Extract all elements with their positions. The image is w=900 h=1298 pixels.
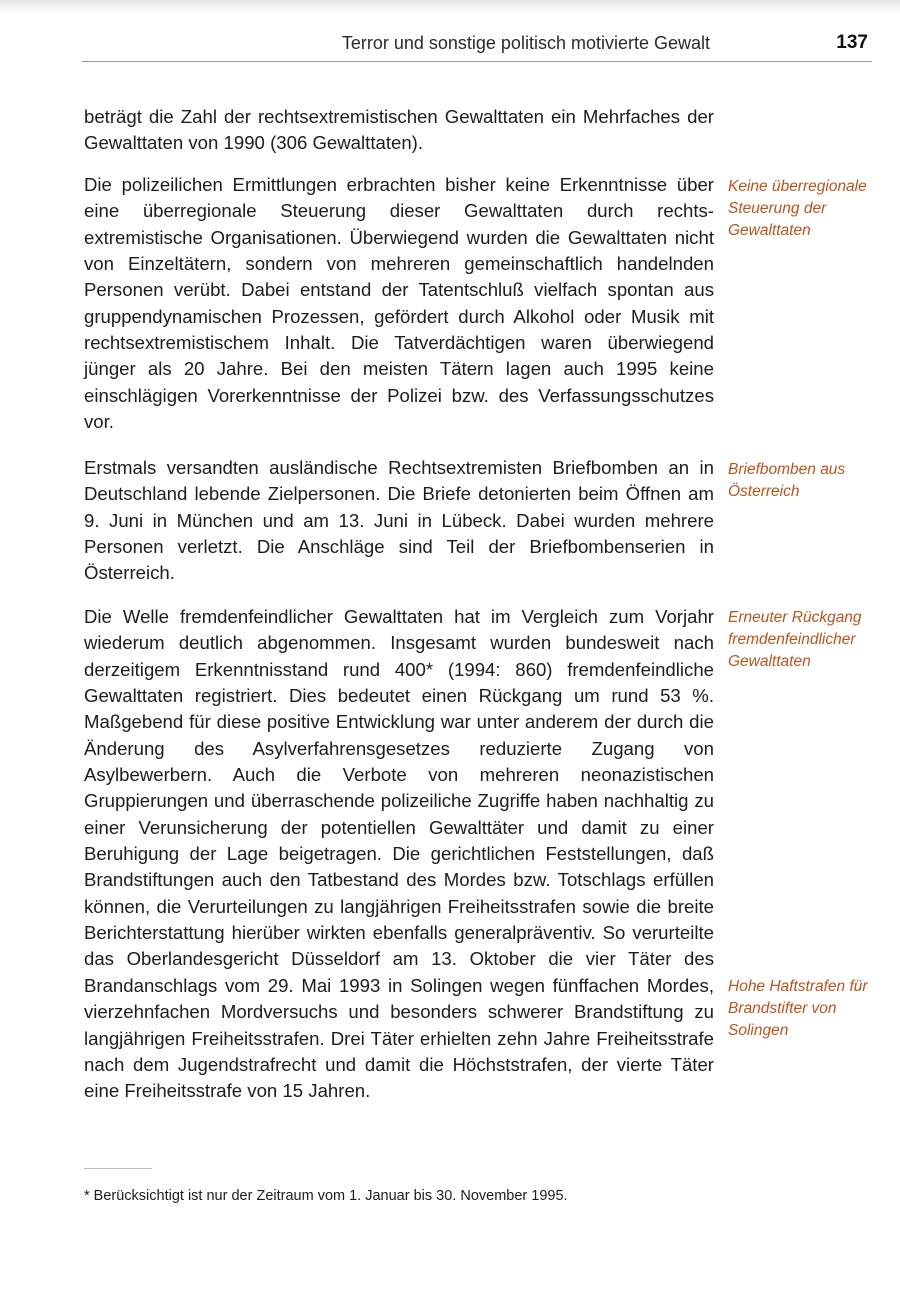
margin-note-steuerung: Keine überregionale Steuerung der Gewalttaten	[728, 178, 867, 239]
body-paragraph-3: Erstmals versandten ausländische Rechtsextremisten Briefbomben an in Deutschland lebende Zielpersonen. Die Briefe detonierten beim Öffnen am 9. Juni in München und am 13. Juni in Lübeck. Dabei wurden mehrere Personen verletzt. Die Anschläge sind Teil der Briefbombenserien in Österreich.	[84, 457, 714, 584]
running-head	[0, 30, 900, 60]
running-title: Terror und sonstige politisch motivierte Gewalt	[341, 33, 710, 53]
margin-note-haftstrafen: Hohe Haftstrafen für Brandstifter von Solingen	[728, 978, 868, 1039]
body-paragraph-1: beträgt die Zahl der rechtsextremistischen Gewalttaten ein Mehrfaches der Gewalttaten von 1990 (306 Gewalttaten).	[84, 106, 714, 154]
footnote-rule	[84, 1168, 152, 1169]
page-top-shade	[0, 0, 900, 14]
header-rule	[82, 61, 872, 62]
page-number: 137	[836, 32, 868, 53]
margin-note-rueckgang: Erneuter Rückgang fremdenfeindlicher Gewalttaten	[728, 609, 862, 670]
body-paragraph-4: Die Welle fremdenfeindlicher Gewalttaten hat im Vergleich zum Vorjahr wiederum deutlich abgenommen. Insgesamt wurden bundesweit nach derzeitigem Erkenntnisstand rund 400* (1994: 860) fremdenfeindliche Gewalttaten registriert. Dies bedeutet einen Rückgang um rund 53 %. Maßgebend für diese positive Entwicklung war unter anderem der durch die Änderung des Asylverfahrensgesetzes reduzierte Zugang von Asylbewerbern. Auch die Verbote von mehreren neonazistischen Gruppierungen und überraschende polizeiliche Zugriffe haben nachhaltig zu einer Verunsicherung der potentiellen Gewalttäter und damit zu einer Beruhigung der Lage beigetragen. Die gerichtlichen Feststellungen, daß Brandstiftungen auch den Tatbestand des Mordes bzw. Totschlags erfüllen können, die Verurteilungen zu langjährigen Freiheitsstrafen sowie die breite Berichterstattung hierüber wirkten ebenfalls generalpräventiv. So verurteilte das Oberlandesgericht Düsseldorf am 13. Oktober die vier Täter des Brandanschlags vom 29. Mai 1993 in Solingen wegen fünffachen Mordes, vierzehnfachen Mordversuchs und besonders schwerer Brandstiftung zu langjährigen Freiheitsstrafen. Drei Täter erhielten zehn Jahre Freiheitsstrafe nach dem Jugendstrafrecht und damit die Höchststrafen, der vierte Täter eine Freiheitsstrafe von 15 Jahren.	[84, 606, 714, 1102]
footnote: * Berücksichtigt ist nur der Zeitraum vom 1. Januar bis 30. November 1995.	[84, 1188, 568, 1204]
body-paragraph-2: Die polizeilichen Ermittlungen erbrachten bisher keine Erkenntnisse über eine überregionale Steuerung dieser Gewalttaten durch rechtsextremistische Organisationen. Überwiegend wurden die Gewalttaten nicht von Einzeltätern, sondern von mehreren gemeinschaftlich handelnden Personen verübt. Dabei entstand der Tatentschluß vielfach spontan aus gruppendynamischen Prozessen, gefördert durch Alkohol oder Musik mit rechtsextremistischem Inhalt. Die Tatverdächtigen waren überwiegend jünger als 20 Jahre. Bei den meisten Tätern lagen auch 1995 keine einschlägigen Vorerkenntnisse der Polizei bzw. des Verfassungsschutzes vor.	[84, 174, 714, 433]
margin-note-briefbomben: Briefbomben aus Österreich	[728, 461, 846, 500]
